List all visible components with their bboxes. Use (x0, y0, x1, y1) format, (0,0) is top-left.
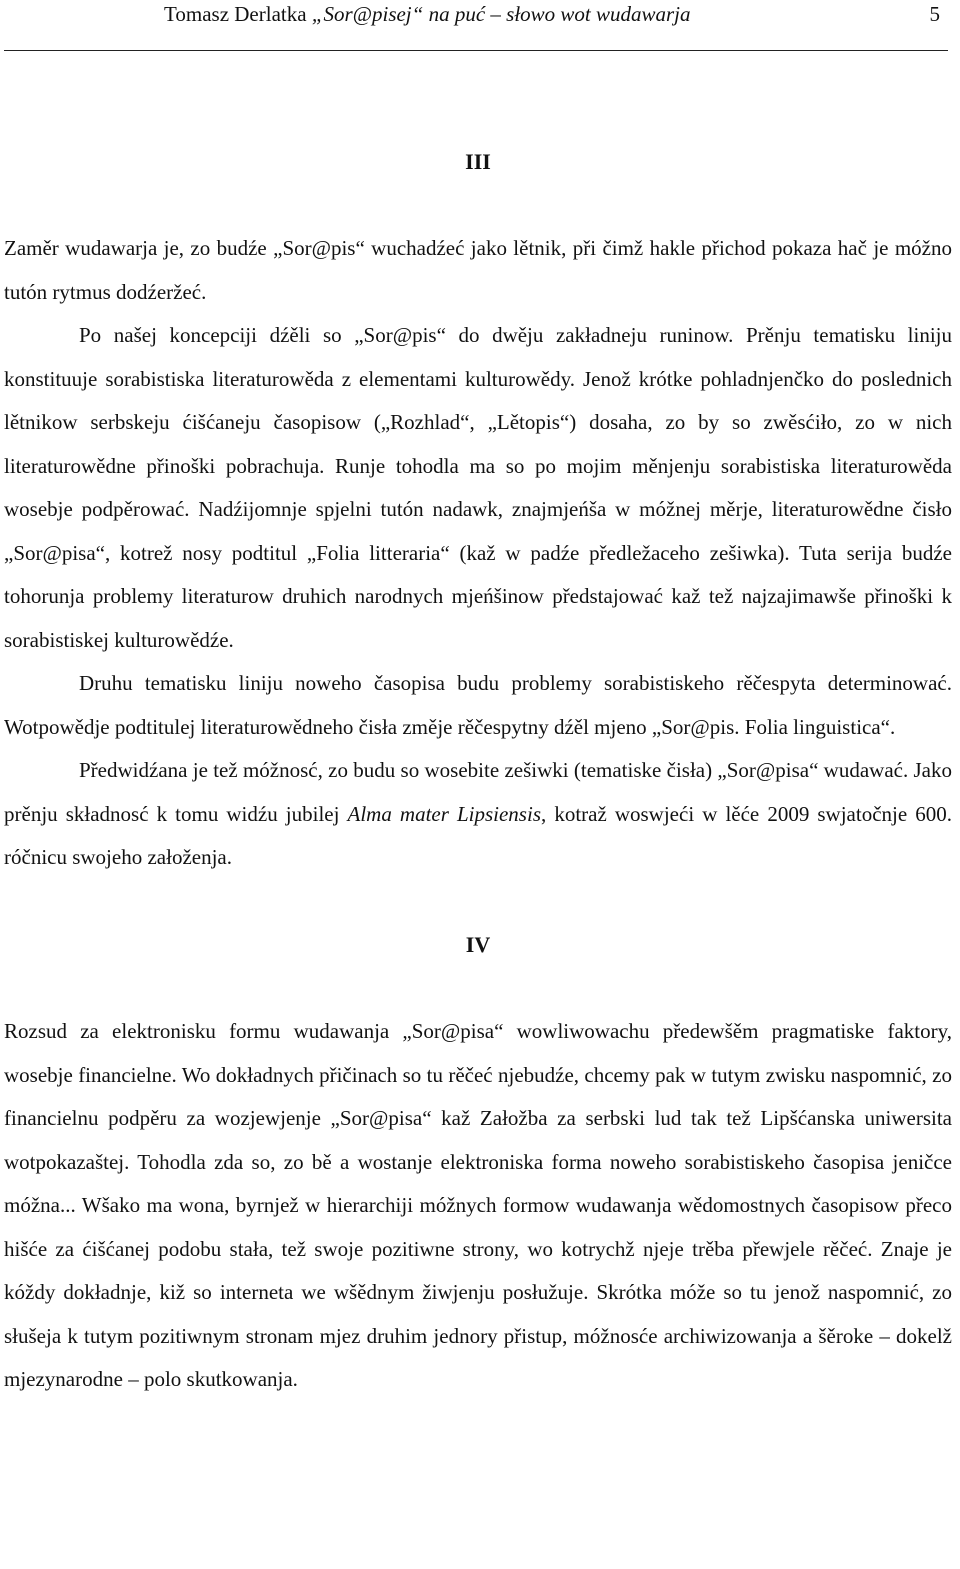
body-text (4, 140, 952, 1402)
paragraph: Rozsud za elektronisku formu wudawanja „Sor@pisa“ wowliwowachu předewšěm pragmatiske faktory, wosebje financielne. Wo dokładnych přičinach so tu rěčeć njebudźe, chcemy pak w tutym zwisku naspomnić, zo financielnu podpěru za wozjewjenje „Sor@pisa“ kaž Załožba za serbski lud tak tež Lipšćanska uniwersita wotpokazaštej. Tohodla zda so, zo bě a wostanje elektroniska forma noweho sorabistiskeho časopisa jeničce móžna... Wšako ma wona, byrnjež w hierarchiji móžnych formow wudawanja wědomostnych časopisow přeco hišće za ćišćanej podobu stała, tež swoje pozitiwne strony, wo kotrychž njeje trěba přewjele rěčeć. Znaje je kóždy dokładnje, kiž so interneta we wšědnym žiwjenju posłužuje. Skrótka móže so tu jenož naspomnić, zo słušeja k tutym pozitiwnym stronam mjez druhim jednory přistup, móžnosće archiwizowanja a šěroke – dokelž mjezynarodne – polo skutkowanja. (4, 1019, 952, 1391)
paragraph: Po našej koncepciji dźěli so „Sor@pis“ do dwěju zakładneju runinow. Prěnju tematisku liniju konstituuje sorabistiska literaturowěda z elementami kulturowědy. Jenož krótke pohladnjenčko do poslednich lětnikow serbskeju ćišćaneju časopisow („Rozhlad“, „Lětopis“) dosaha, zo by so zwěsćiło, zo w nich literaturowědne přinoški pobrachuja. Runje tohodla ma so po mojim měnjenju sorabistiska literaturowěda wosebje podpěrować. Nadźijomnje spjelni tutón nadawk, znajmjeńša w móžnej měrje, literaturowědne čisło „Sor@pisa“, kotrež nosy podtitul „Folia litteraria“ (kaž w padźe předležaceho zešiwka). Tuta serija budźe tohorunja problemy literaturow druhich narodnych mjeńšinow předstajować kaž tež najzajimawše přinoški k sorabistiskej kulturowědźe. (4, 323, 952, 652)
header-author: Tomasz Derlatka (164, 2, 307, 26)
paragraph-text: , kotraž woswjeći w lěće 2009 swjatočnje 600. róčnicu swojeho załoženja. (4, 801, 953, 869)
header-title: „Sor@pisej“ na puć – słowo wot wudawarja (311, 2, 691, 26)
italic-title: Alma mater Lipsiensis (347, 801, 541, 826)
header-rule (4, 50, 948, 51)
section-heading-iii: III (465, 149, 491, 174)
section-spacer (4, 967, 952, 1011)
paragraph: Druhu tematisku liniju noweho časopisa budu problemy sorabistiskeho rěčespyta determinować. Wotpowědje podtitulej literaturowědneho čisła změje rěčespytny dźěl mjeno „Sor@pis. Folia linguistica“. (4, 671, 952, 739)
running-title (164, 0, 691, 28)
section-spacer (4, 184, 952, 228)
paragraph-text: Předwidźana je tež móžnosć, zo budu so wosebite zešiwki (tematiske čisła) „Sor@pisa“ wudawać. Jako prěnju składnosć k tomu widźu jubilej (4, 758, 952, 826)
running-header (4, 0, 948, 44)
section-heading-iv: IV (465, 932, 491, 957)
paragraph: Zaměr wudawarja je, zo budźe „Sor@pis“ wuchadźeć jako lětnik, při čimž hakle přichod pokaza hač je móžno tutón rytmus dodźeržeć. (4, 236, 952, 304)
paragraph (4, 749, 952, 880)
page-number: 5 (929, 2, 940, 26)
section-spacer (4, 880, 952, 924)
